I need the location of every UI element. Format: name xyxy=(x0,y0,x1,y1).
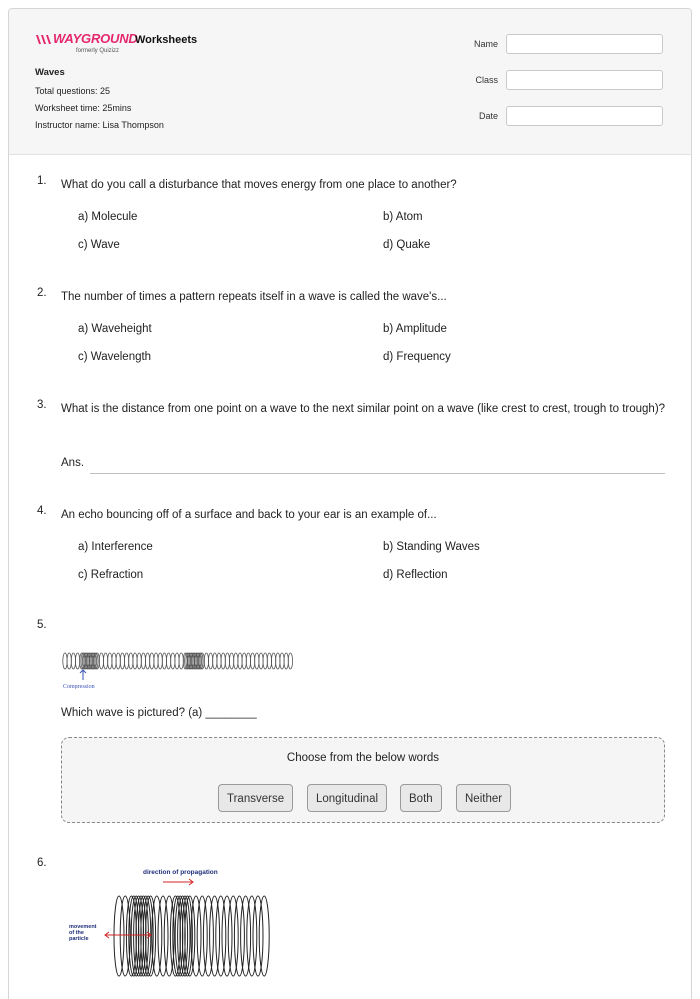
instructor-name: Instructor name: Lisa Thompson xyxy=(35,120,164,130)
option-d[interactable]: d) Frequency xyxy=(383,351,451,363)
question-text: An echo bouncing off of a surface and back to your ear is an example of... xyxy=(61,509,437,521)
word-chip-longitudinal[interactable]: Longitudinal xyxy=(307,784,387,812)
answer-line[interactable] xyxy=(90,473,665,474)
worksheet-header xyxy=(9,9,691,155)
particle-label-line3: particle xyxy=(69,936,89,942)
total-questions: Total questions: 25 xyxy=(35,86,111,96)
option-c[interactable]: c) Wavelength xyxy=(78,351,152,363)
option-d[interactable]: d) Quake xyxy=(383,239,431,251)
question-number: 4. xyxy=(37,505,47,517)
date-field xyxy=(449,106,664,126)
question-number: 2. xyxy=(37,287,47,299)
question-number: 5. xyxy=(37,619,47,631)
word-chip-both[interactable]: Both xyxy=(400,784,442,812)
word-chip-neither[interactable]: Neither xyxy=(456,784,511,812)
particle-label-line1: movement xyxy=(69,924,97,930)
compression-label: Compression xyxy=(63,684,95,689)
worksheet-meta xyxy=(35,67,164,137)
answer-label: Ans. xyxy=(61,457,85,469)
option-c[interactable]: c) Refraction xyxy=(78,569,144,581)
option-b[interactable]: b) Standing Waves xyxy=(383,541,480,553)
section-title: Worksheets xyxy=(135,34,198,46)
question-text: Which wave is pictured? (a) ________ xyxy=(61,707,257,719)
logo-icon xyxy=(35,33,51,45)
class-input[interactable] xyxy=(506,70,663,90)
name-input[interactable] xyxy=(506,34,663,54)
option-a[interactable]: a) Waveheight xyxy=(78,323,152,335)
option-a[interactable]: a) Molecule xyxy=(78,211,138,223)
question-number: 6. xyxy=(37,857,47,869)
option-c[interactable]: c) Wave xyxy=(78,239,120,251)
date-input[interactable] xyxy=(506,106,663,126)
option-d[interactable]: d) Reflection xyxy=(383,569,448,581)
question-text: What is the distance from one point on a wave to the next similar point on a wave (like crest to crest, trough to trough)? xyxy=(61,403,666,415)
slinky-compression-figure xyxy=(59,639,299,689)
particle-label-line2: of the xyxy=(69,930,84,936)
option-b[interactable]: b) Atom xyxy=(383,211,423,223)
name-label: Name xyxy=(473,39,498,49)
option-a[interactable]: a) Interference xyxy=(78,541,153,553)
date-label: Date xyxy=(478,111,498,121)
logo-subtitle: formerly Quizizz xyxy=(76,48,120,54)
worksheet-time: Worksheet time: 25mins xyxy=(35,103,132,113)
question-number: 1. xyxy=(37,175,47,187)
propagation-label: direction of propagation xyxy=(143,869,218,876)
class-field xyxy=(449,70,664,90)
logo-text: WAYGROUND xyxy=(53,31,138,46)
option-b[interactable]: b) Amplitude xyxy=(383,323,447,335)
worksheet-page xyxy=(8,8,692,999)
class-label: Class xyxy=(475,75,498,85)
slinky-propagation-figure xyxy=(61,864,301,984)
worksheet-title: Waves xyxy=(35,67,65,78)
word-bank xyxy=(61,737,665,823)
name-field xyxy=(449,34,664,54)
word-bank-caption: Choose from the below words xyxy=(286,752,440,764)
question-number: 3. xyxy=(37,399,47,411)
question-text: The number of times a pattern repeats itself in a wave is called the wave's... xyxy=(61,291,447,303)
word-chip-transverse[interactable]: Transverse xyxy=(218,784,293,812)
question-text: What do you call a disturbance that moves energy from one place to another? xyxy=(61,179,457,191)
